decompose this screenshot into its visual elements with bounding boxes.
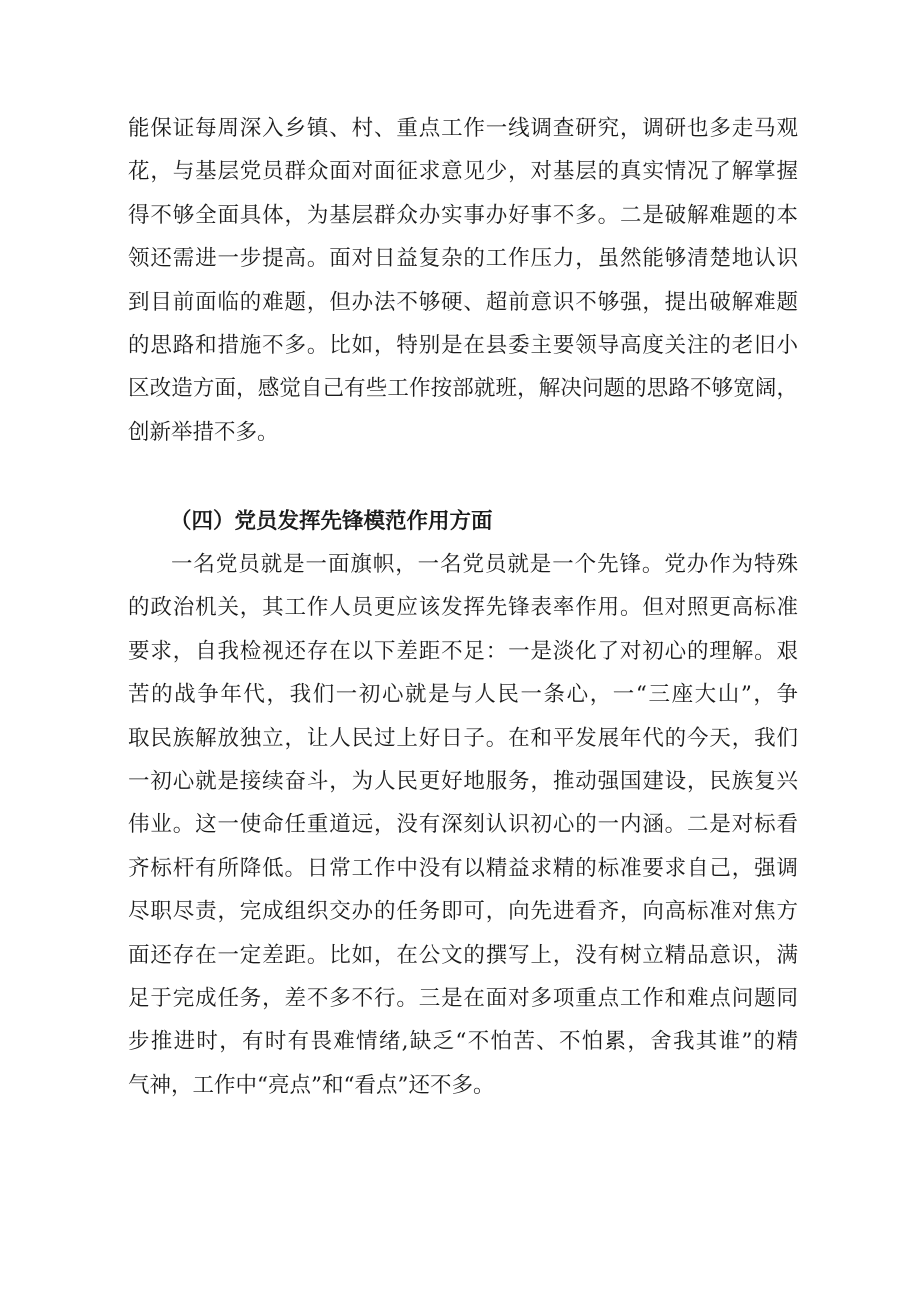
paragraph-line: 取民族解放独立，让人民过上好日子。在和平发展年代的今天，我们 [128,725,798,751]
paragraph-line: 得不够全面具体，为基层群众办实事办好事不多。二是破解难题的本 [128,202,798,228]
section-heading: （四）党员发挥先锋模范作用方面 [170,509,493,534]
paragraph-line: 的思路和措施不多。比如，特别是在县委主要领导高度关注的老旧小 [128,332,798,358]
paragraph-line: 要求，自我检视还存在以下差距不足：一是淡化了对初心的理解。艰 [128,638,798,664]
paragraph-line: 气神，工作中“亮点”和“看点”还不多。 [128,1072,495,1098]
paragraph-line: 面还存在一定差距。比如，在公文的撰写上，没有树立精品意识，满 [128,942,798,968]
paragraph-line: 伟业。这一使命任重道远，没有深刻认识初心的一内涵。二是对标看 [128,812,798,838]
paragraph-line: 到目前面临的难题，但办法不够硬、超前意识不够强，提出破解难题 [128,289,798,315]
paragraph-line: 花，与基层党员群众面对面征求意见少，对基层的真实情况了解掌握 [128,159,798,185]
paragraph-line: 创新举措不多。 [128,419,279,445]
paragraph-line: 足于完成任务，差不多不行。三是在面对多项重点工作和难点问题同 [128,985,798,1011]
paragraph-line: 一名党员就是一面旗帜，一名党员就是一个先锋。党办作为特殊 [171,552,798,577]
paragraph-line: 一初心就是接续奋斗，为人民更好地服务，推动强国建设，民族复兴 [128,768,798,794]
paragraph-continued [128,107,798,454]
paragraph-line: 区改造方面，感觉自己有些工作按部就班，解决问题的思路不够宽阔， [128,376,798,402]
paragraph-line: 领还需进一步提高。面对日益复杂的工作压力，虽然能够清楚地认识 [128,246,798,272]
paragraph-line: 齐标杆有所降低。日常工作中没有以精益求精的标准要求自己，强调 [128,855,798,881]
paragraph-line: 能保证每周深入乡镇、村、重点工作一线调查研究，调研也多走马观 [128,116,798,141]
paragraph-party-members [128,543,798,1107]
paragraph-line: 的政治机关，其工作人员更应该发挥先锋表率作用。但对照更高标准 [128,595,798,621]
paragraph-line: 步推进时，有时有畏难情绪,缺乏“不怕苦、不怕累，舍我其谁”的精 [128,1029,798,1055]
paragraph-line: 尽职尽责，完成组织交办的任务即可，向先进看齐，向高标准对焦方 [128,899,798,925]
paragraph-line: 苦的战争年代，我们一初心就是与人民一条心，一“三座大山”，争 [128,682,798,708]
